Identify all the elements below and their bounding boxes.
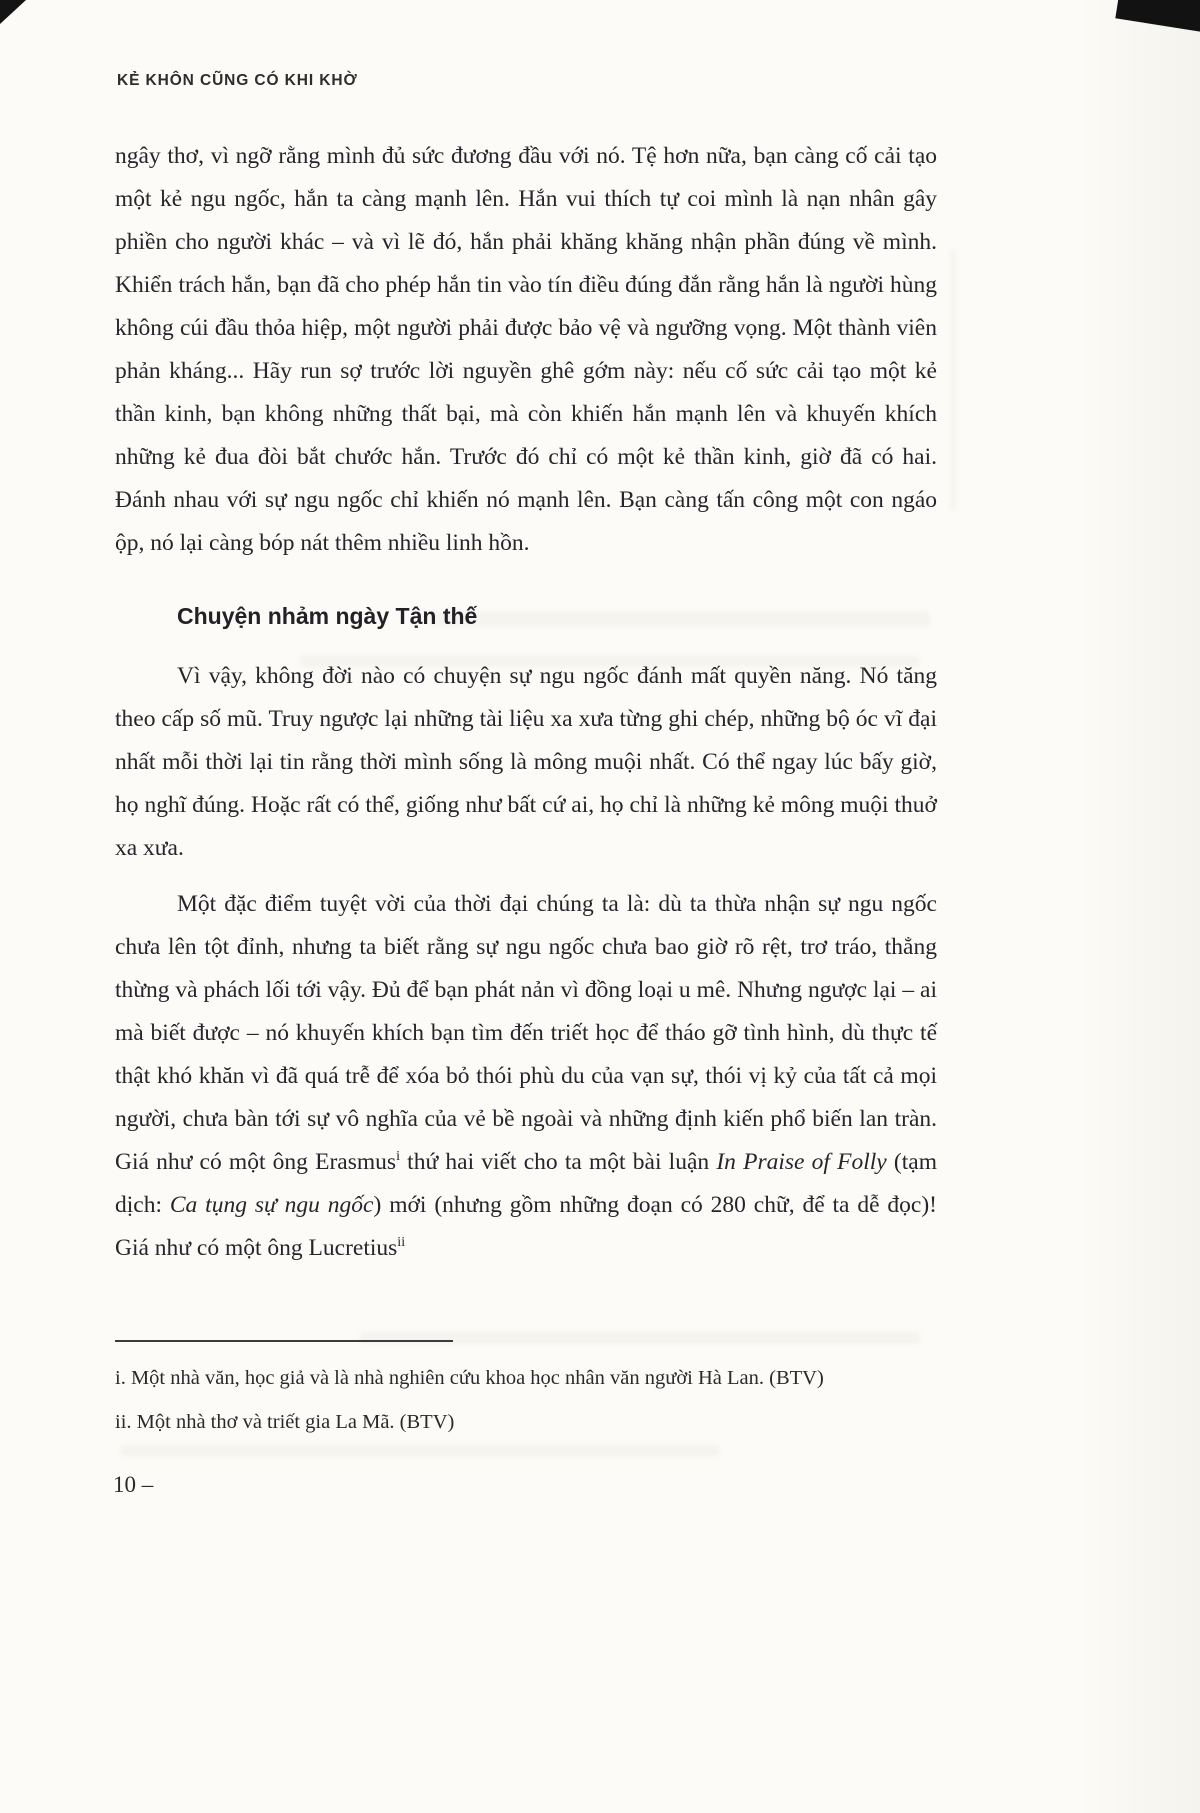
footnote-item: i. Một nhà văn, học giả và là nhà nghiên cứu khoa học nhân văn người Hà Lan. (BTV) <box>115 1367 824 1389</box>
body-paragraph: Vì vậy, không đời nào có chuyện sự ngu ngốc đánh mất quyền năng. Nó tăng theo cấp số mũ. Truy ngược lại những tài liệu xa xưa từng ghi chép, những bộ óc vĩ đại nhất mỗi thời lại tin rằng thời mình sống là mông muội nhất. Có thể ngay lúc bấy giờ, họ nghĩ đúng. Hoặc rất có thể, giống như bất cứ ai, họ chỉ là những kẻ mông muội thuở xa xưa. <box>115 663 937 861</box>
scan-artifact-top-left <box>0 0 26 24</box>
footnotes-block <box>115 1340 937 1448</box>
body-paragraph: Một đặc điểm tuyệt vời của thời đại chúng ta là: dù ta thừa nhận sự ngu ngốc chưa lên tột đỉnh, nhưng ta biết rằng sự ngu ngốc chưa bao giờ rõ rệt, trơ tráo, thẳng thừng và phách lối tới vậy. Đủ để bạn phát nản vì đồng loại u mê. Nhưng ngược lại – ai mà biết được – nó khuyến khích bạn tìm đến triết học để tháo gỡ tình hình, dù thực tế thật khó khăn vì đã quá trễ để xóa bỏ thói phù du của vạn sự, thói vị kỷ của tất cả mọi người, chưa bàn tới sự vô nghĩa của vẻ bề ngoài và những định kiến phổ biến lan tràn. Giá như có một ông Erasmus$^i$ thứ hai viết cho ta một bài luận In Praise of Folly (tạm dịch: Ca tụng sự ngu ngốc) mới (nhưng gồm những đoạn có 280 chữ, để ta dễ đọc)! Giá như có một ông Lucretius$^{ii}$ <box>115 891 937 1261</box>
page-body <box>115 135 937 1283</box>
footnote-item: ii. Một nhà thơ và triết gia La Mã. (BTV) <box>115 1411 455 1433</box>
body-paragraph: ngây thơ, vì ngỡ rằng mình đủ sức đương đầu với nó. Tệ hơn nữa, bạn càng cố cải tạo một kẻ ngu ngốc, hắn ta càng mạnh lên. Hắn vui thích tự coi mình là nạn nhân gây phiền cho người khác – và vì lẽ đó, hắn phải khăng khăng nhận phần đúng về mình. Khiển trách hắn, bạn đã cho phép hắn tin vào tín điều đúng đắn rằng hắn là người hùng không cúi đầu thỏa hiệp, một người phải được bảo vệ và ngưỡng vọng. Một thành viên phản kháng... Hãy run sợ trước lời nguyền ghê gớm này: nếu cố sức cải tạo một kẻ thần kinh, bạn không những thất bại, mà còn khiến hắn mạnh lên và khuyến khích những kẻ đua đòi bắt chước hắn. Trước đó chỉ có một kẻ thần kinh, giờ đã có hai. Đánh nhau với sự ngu ngốc chỉ khiến nó mạnh lên. Bạn càng tấn công một con ngáo ộp, nó lại càng bóp nát thêm nhiều linh hồn. <box>115 143 937 556</box>
page-number: 10 – <box>113 1472 154 1497</box>
page-showthrough <box>950 250 956 510</box>
scan-artifact-top-right <box>1115 0 1200 33</box>
section-heading: Chuyện nhảm ngày Tận thế <box>177 603 478 629</box>
running-header: KẺ KHÔN CŨNG CÓ KHI KHỜ <box>117 72 358 89</box>
footnote-divider <box>115 1340 453 1342</box>
